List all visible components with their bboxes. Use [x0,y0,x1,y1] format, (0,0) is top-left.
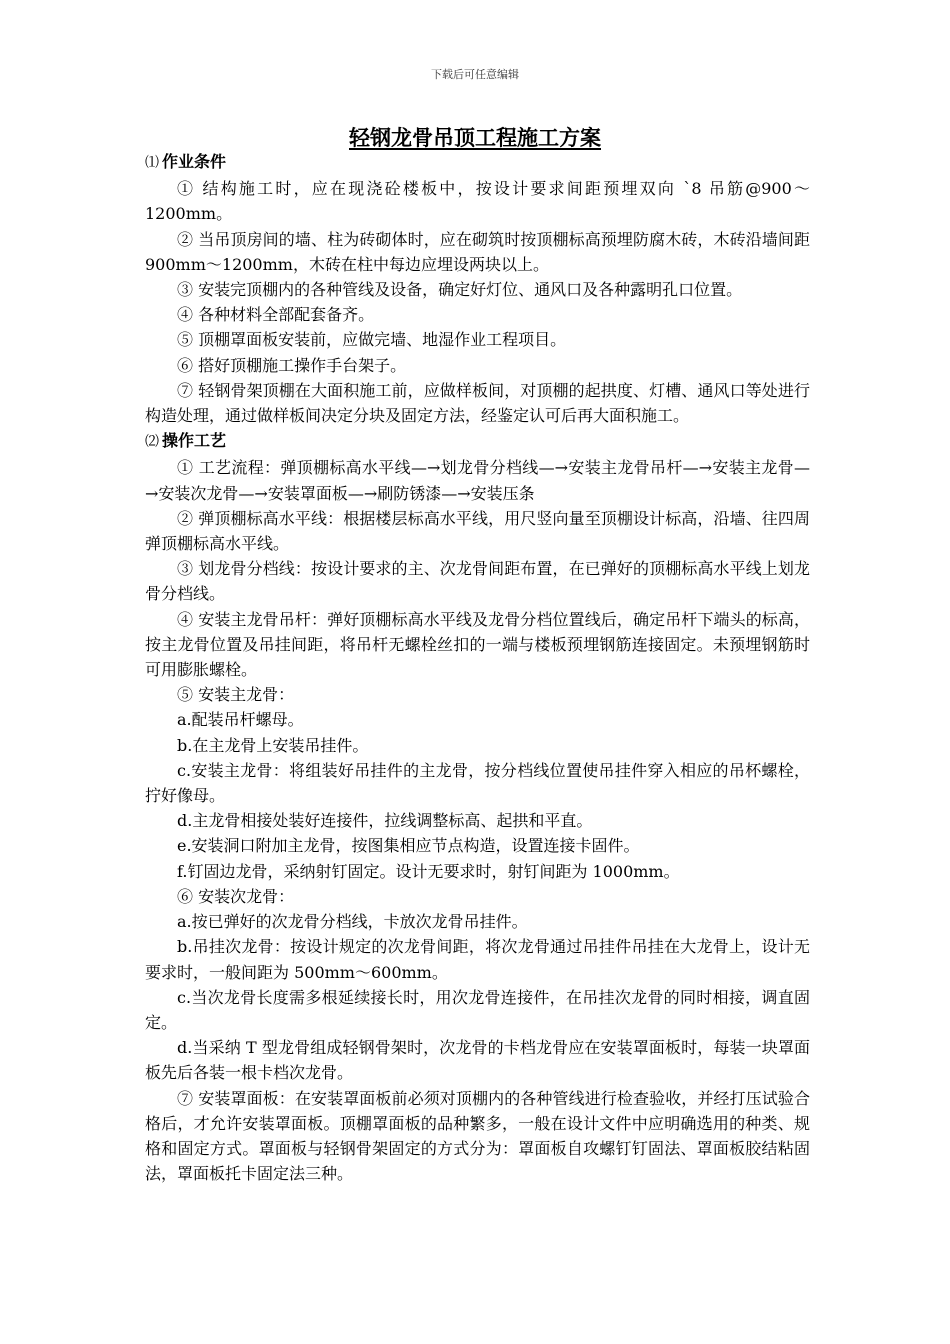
section-heading-text: 作业条件 [162,152,227,171]
paragraph: b.吊挂次龙骨：按设计规定的次龙骨间距，将次龙骨通过吊挂件吊挂在大龙骨上，设计无要求时，一般间距为 500mm～600mm。 [145,937,810,982]
page-header: 下载后可任意编辑 [431,68,519,81]
paragraph: b.在主龙骨上安装吊挂件。 [177,735,369,755]
paragraph: ⑦ 轻钢骨架顶棚在大面积施工前，应做样板间，对顶棚的起拱度、灯槽、通风口等处进行构造处理，通过做样板间决定分块及固定方法，经鉴定认可后再大面积施工。 [145,380,810,426]
document-body [145,149,810,1186]
paragraph: ⑥ 安装次龙骨： [177,886,295,906]
section-number: ⑴ [145,155,159,171]
paragraph: ⑦ 安装罩面板：在安装罩面板前必须对顶棚内的各种管线进行检查验收，并经打压试验合格后，才允许安装罩面板。顶棚罩面板的品种繁多，一般在设计文件中应明确选用的种类、规格和固定方式。罩面板与轻钢骨架固定的方式分为：罩面板自攻螺钉钉固法、罩面板胶结粘固法，罩面板托卡固定法三种。 [145,1088,810,1184]
section-heading [145,149,810,176]
paragraph: c.当次龙骨长度需多根延续接长时，用次龙骨连接件，在吊挂次龙骨的同时相接，调直固定。 [145,987,810,1032]
paragraph: ④ 安装主龙骨吊杆：弹好顶棚标高水平线及龙骨分档位置线后，确定吊杆下端头的标高，按主龙骨位置及吊挂间距，将吊杆无螺栓丝扣的一端与楼板预埋钢筋连接固定。未预埋钢筋时可用膨胀螺栓。 [145,609,810,680]
paragraph: ⑤ 顶棚罩面板安装前，应做完墙、地湿作业工程项目。 [177,330,567,350]
paragraph: ① 结构施工时，应在现浇砼楼板中，按设计要求间距预埋双向 `8 吊筋@900～1200mm。 [145,179,810,224]
paragraph: ② 当吊顶房间的墙、柱为砖砌体时，应在砌筑时按顶棚标高预埋防腐木砖，木砖沿墙间距 900mm～1200mm，木砖在柱中每边应埋设两块以上。 [145,229,810,274]
paragraph: c.安装主龙骨：将组装好吊挂件的主龙骨，按分档线位置使吊挂件穿入相应的吊杯螺栓，拧好像母。 [145,760,810,806]
section-number: ⑵ [145,434,159,451]
paragraph: e.安装洞口附加主龙骨，按图集相应节点构造，设置连接卡固件。 [177,836,640,856]
paragraph: ③ 划龙骨分档线：按设计要求的主、次龙骨间距布置，在已弹好的顶棚标高水平线上划龙骨分档线。 [145,559,810,604]
paragraph: ⑥ 搭好顶棚施工操作手台架子。 [177,355,407,375]
paragraph: ⑤ 安装主龙骨： [177,685,295,705]
section-heading-text: 操作工艺 [162,431,227,451]
paragraph: a.配装吊杆螺母。 [177,710,304,730]
paragraph: f.钉固边龙骨，采纳射钉固定。设计无要求时，射钉间距为 1000mm。 [177,861,680,881]
paragraph: d.当采纳 T 型龙骨组成轻钢骨架时，次龙骨的卡档龙骨应在安装罩面板时，每装一块罩面板先后各装一根卡档次龙骨。 [145,1038,810,1083]
paragraph: ① 工艺流程：弹顶棚标高水平线—→划龙骨分档线—→安装主龙骨吊杆—→安装主龙骨—→安装次龙骨—→安装罩面板—→刷防锈漆—→安装压条 [145,458,810,503]
paragraph: ② 弹顶棚标高水平线：根据楼层标高水平线，用尺竖向量至顶棚设计标高，沿墙、往四周弹顶棚标高水平线。 [145,508,810,554]
document-title: 轻钢龙骨吊顶工程施工方案 [349,125,601,150]
section-heading [145,428,810,455]
paragraph: d.主龙骨相接处装好连接件，拉线调整标高、起拱和平直。 [177,811,593,831]
paragraph: a.按已弹好的次龙骨分档线，卡放次龙骨吊挂件。 [177,912,528,932]
paragraph: ③ 安装完顶棚内的各种管线及设备，确定好灯位、通风口及各种露明孔口位置。 [177,280,743,300]
paragraph: ④ 各种材料全部配套备齐。 [177,305,375,325]
